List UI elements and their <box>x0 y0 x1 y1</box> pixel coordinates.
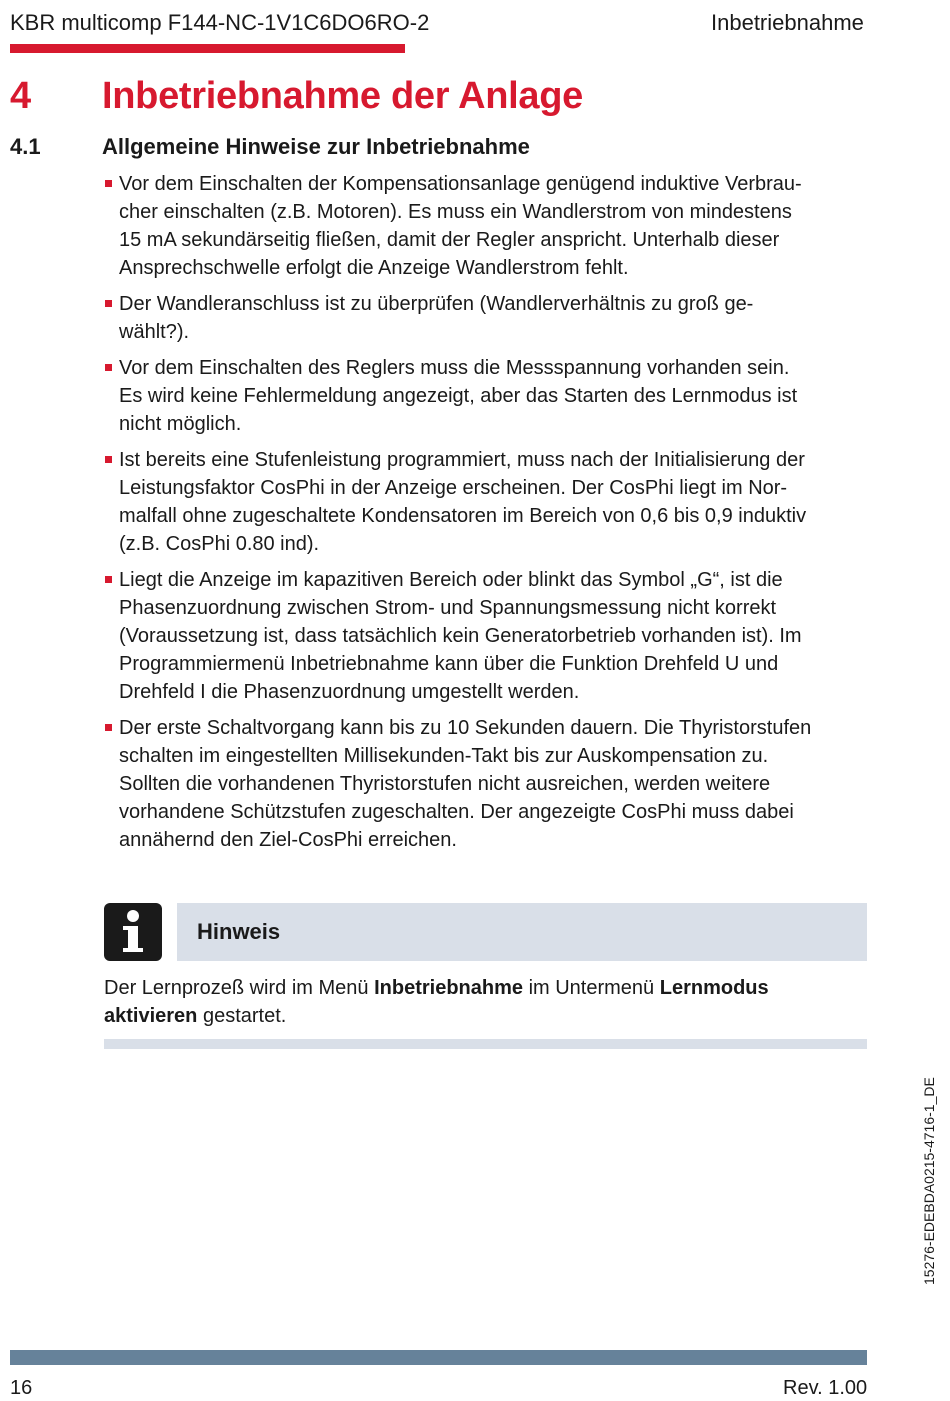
bullet-text-line: 15 mA sekundärseitig fließen, damit der Regler anspricht. Unterhalb dieser <box>119 229 780 251</box>
note-bold-action: aktivieren <box>104 1005 198 1027</box>
bullet-text-line: cher einschalten (z.B. Motoren). Es muss ein Wandlerstrom von mindestens <box>119 201 792 223</box>
chapter-number: 4 <box>10 75 32 117</box>
header-product-title: KBR multicomp F144-NC-1V1C6DO6RO-2 <box>10 10 430 35</box>
bullet-marker-icon <box>105 180 112 187</box>
bullet-text-line: Programmiermenü Inbetriebnahme kann über die Funktion Drehfeld U und <box>119 653 779 675</box>
revision-label: Rev. 1.00 <box>783 1377 868 1399</box>
bullet-item <box>104 354 870 438</box>
bullet-text-line: Sollten die vorhandenen Thyristorstufen nicht ausreichen, werden weitere <box>119 773 771 795</box>
bullet-marker-icon <box>105 724 112 731</box>
bullet-item <box>104 290 870 346</box>
note-heading-band <box>177 903 867 961</box>
bullet-item <box>104 566 870 706</box>
bullet-text-line: Der Wandleranschluss ist zu überprüfen (Wandlerverhältnis zu groß ge- <box>119 293 754 315</box>
bullet-marker-icon <box>105 300 112 307</box>
bullet-text-line: Leistungsfaktor CosPhi in der Anzeige erscheinen. Der CosPhi liegt im Nor- <box>119 477 788 499</box>
bullet-item <box>104 170 870 282</box>
note-bottom-rule <box>104 1039 867 1049</box>
bullet-text-line: Vor dem Einschalten des Reglers muss die Messspannung vorhanden sein. <box>119 357 790 379</box>
bullet-list <box>104 170 870 862</box>
bullet-marker-icon <box>105 456 112 463</box>
document-code: 15276-EDEBDA0215-4716-1_DE <box>921 1077 937 1285</box>
bullet-text-line: Ist bereits eine Stufenleistung programmiert, muss nach der Initialisierung der <box>119 449 805 471</box>
bullet-text-line: annähernd den Ziel-CosPhi erreichen. <box>119 829 457 851</box>
bullet-text-line: vorhandene Schützstufen zugeschalten. Der angezeigte CosPhi muss dabei <box>119 801 794 823</box>
note-text <box>104 974 870 1030</box>
note-text-part: im Untermenü <box>523 977 660 999</box>
header-chapter-reference: Inbetriebnahme <box>711 10 864 35</box>
info-icon <box>104 903 162 961</box>
bullet-text-line: Ansprechschwelle erfolgt die Anzeige Wandlerstrom fehlt. <box>119 257 629 279</box>
bullet-text-line: malfall ohne zugeschaltete Kondensatoren im Bereich von 0,6 bis 0,9 induktiv <box>119 505 807 527</box>
footer-rule <box>10 1350 867 1365</box>
bullet-text-line: (Voraussetzung ist, dass tatsächlich kein Generatorbetrieb vorhanden ist). Im <box>119 625 802 647</box>
bullet-text-line: Es wird keine Fehlermeldung angezeigt, aber das Starten des Lernmodus ist <box>119 385 798 407</box>
bullet-item <box>104 714 870 854</box>
bullet-text-line: Phasenzuordnung zwischen Strom- und Spannungsmessung nicht korrekt <box>119 597 777 619</box>
note-text-part: gestartet. <box>197 1005 287 1027</box>
bullet-text-line: Drehfeld I die Phasenzuordnung umgestellt werden. <box>119 681 580 703</box>
note-bold-submenu: Lernmodus <box>659 977 769 999</box>
section-title: Allgemeine Hinweise zur Inbetriebnahme <box>102 134 530 159</box>
note-text-part: Der Lernprozeß wird im Menü <box>104 977 375 999</box>
chapter-title: Inbetriebnahme der Anlage <box>102 75 583 117</box>
bullet-text-line: Liegt die Anzeige im kapazitiven Bereich oder blinkt das Symbol „G“, ist die <box>119 569 783 591</box>
header-accent-rule <box>10 44 405 53</box>
bullet-marker-icon <box>105 576 112 583</box>
bullet-item <box>104 446 870 558</box>
info-glyph <box>104 903 162 961</box>
page-number: 16 <box>10 1377 33 1399</box>
bullet-text-line: (z.B. CosPhi 0.80 ind). <box>119 533 320 555</box>
bullet-text-line: wählt?). <box>119 321 190 343</box>
bullet-text-line: nicht möglich. <box>119 413 242 435</box>
note-bold-menu: Inbetriebnahme <box>374 977 524 999</box>
bullet-text-line: Vor dem Einschalten der Kompensationsanlage genügend induktive Verbrau- <box>119 173 802 195</box>
bullet-marker-icon <box>105 364 112 371</box>
note-heading: Hinweis <box>197 919 281 944</box>
bullet-text-line: Der erste Schaltvorgang kann bis zu 10 Sekunden dauern. Die Thyristorstufen <box>119 717 812 739</box>
section-number: 4.1 <box>10 134 41 159</box>
bullet-text-line: schalten im eingestellten Millisekunden-Takt bis zur Auskompensation zu. <box>119 745 769 767</box>
